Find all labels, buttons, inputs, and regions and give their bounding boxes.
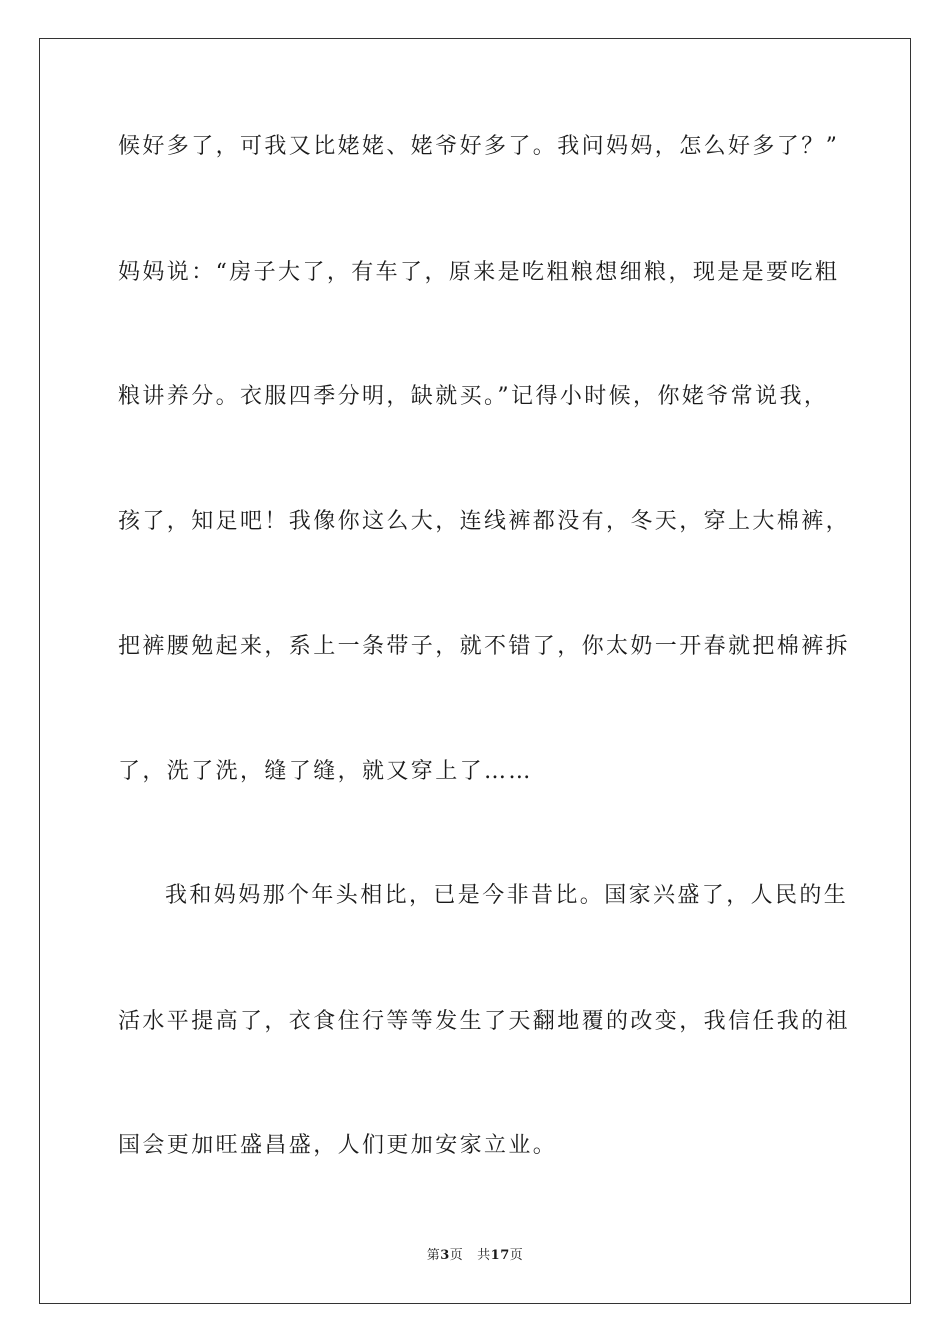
total-pages-number: 17 xyxy=(490,1248,510,1263)
page-footer xyxy=(0,1247,950,1265)
text-line: 国会更加旺盛昌盛，人们更加安家立业。 xyxy=(118,1133,558,1158)
text-line: 我和妈妈那个年头相比，已是今非昔比。国家兴盛了，人民的生 xyxy=(165,883,849,908)
text-line: 活水平提高了，衣食住行等等发生了天翻地覆的改变，我信任我的祖 xyxy=(118,1009,851,1034)
current-page-number: 3 xyxy=(440,1248,450,1263)
footer-middle: 页 共 xyxy=(449,1248,491,1263)
text-line: 妈妈说：“房子大了，有车了，原来是吃粗粮想细粮，现是是要吃粗 xyxy=(118,260,840,285)
text-line: 候好多了，可我又比姥姥、姥爷好多了。我问妈妈，怎么好多了？” xyxy=(118,134,840,159)
text-line: 了，洗了洗，缝了缝，就又穿上了…… xyxy=(118,759,533,784)
page-border xyxy=(39,38,911,1304)
footer-prefix: 第 xyxy=(426,1248,441,1263)
footer-suffix: 页 xyxy=(509,1248,524,1263)
text-line: 孩了，知足吧！我像你这么大，连线裤都没有，冬天，穿上大棉裤， xyxy=(118,509,851,534)
text-line: 粮讲养分。衣服四季分明，缺就买。”记得小时候，你姥爷常说我， xyxy=(118,384,829,409)
text-line: 把裤腰勉起来，系上一条带子，就不错了，你太奶一开春就把棉裤拆 xyxy=(118,634,851,659)
